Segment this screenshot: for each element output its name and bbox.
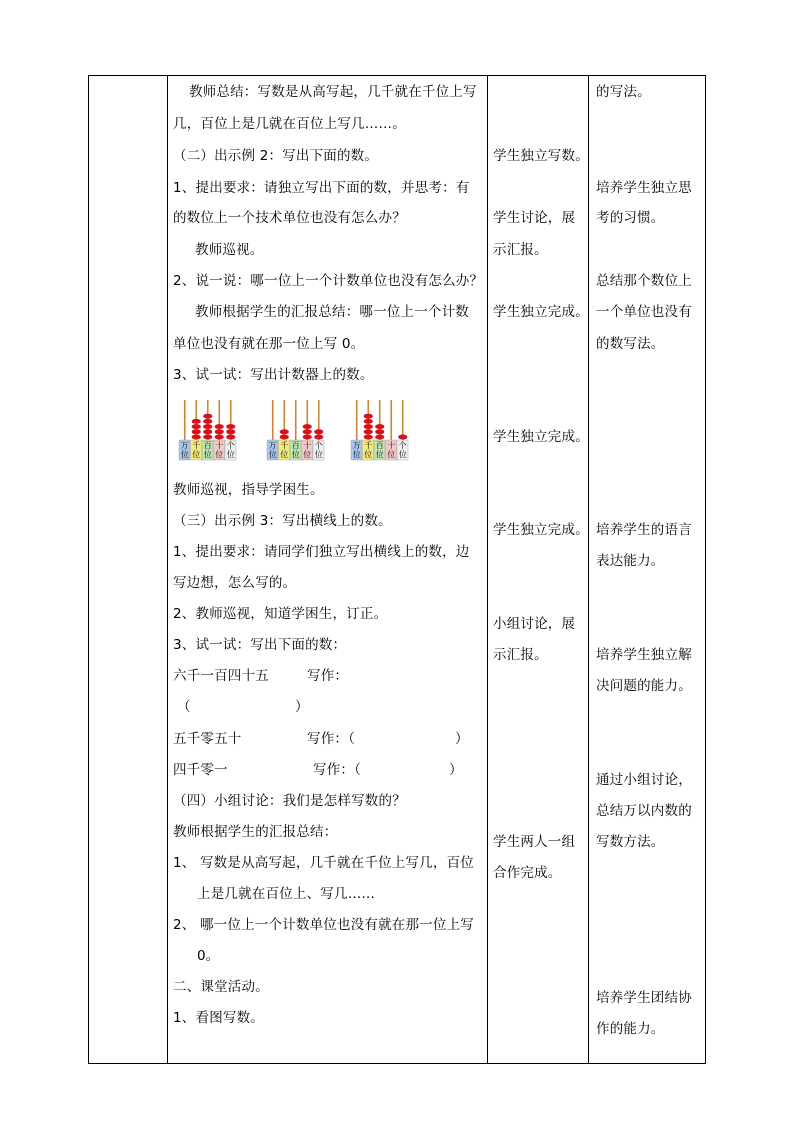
student-line: 学生独立写数。 [493, 148, 589, 164]
abacus-bead [215, 429, 224, 434]
student-line: 学生两人一组 [493, 834, 576, 850]
intent-line: 通过小组讨论， [596, 772, 692, 788]
abacus-1 [175, 394, 239, 464]
teacher-line: 教师巡视。 [195, 242, 264, 258]
place-label-bai: 百 [375, 441, 384, 450]
intent-line: 考的习惯。 [596, 210, 665, 226]
place-label-bai: 位 [291, 450, 300, 459]
student-line: 学生独立完成。 [493, 304, 589, 320]
intent-line: 培养学生独立解 [596, 647, 692, 663]
teacher-line: 教师总结：写数是从高写起，几千就在千位上写 [189, 84, 477, 100]
place-label-ge: 位 [226, 450, 235, 459]
place-label-wan: 位 [180, 450, 189, 459]
intent-line: 作的能力。 [596, 1021, 665, 1037]
teacher-line: 1、提出要求：请同学们独立写出横线上的数，边 [173, 544, 470, 560]
teacher-line: 2、教师巡视，知道学困生，订正。 [173, 606, 388, 622]
write-as-label: 写作： [307, 668, 349, 684]
teacher-line: （二）出示例 2：写出下面的数。 [173, 148, 379, 164]
abacus-bead [375, 435, 384, 440]
student-activity-column [487, 76, 588, 1063]
intent-line: 表达能力。 [596, 553, 665, 569]
abacus-bead [203, 435, 212, 440]
abacus-bead [303, 424, 312, 429]
write-as-label: 写作：（ [307, 731, 356, 747]
teacher-line: 1、提出要求：请独立写出下面的数，并思考：有 [173, 180, 470, 196]
place-label-bai: 百 [291, 441, 300, 450]
student-line: 示汇报。 [493, 647, 548, 663]
place-label-bai: 位 [203, 450, 212, 459]
intent-line: 一个单位也没有 [596, 304, 692, 320]
abacus-bead [203, 414, 212, 419]
student-line: 学生独立完成。 [493, 522, 589, 538]
abacus-bead [192, 419, 201, 424]
abacus-bead [314, 435, 323, 440]
abacus-bead [192, 424, 201, 429]
abacus-bead [226, 429, 235, 434]
abacus-bead [398, 435, 407, 440]
place-label-qian: 位 [364, 450, 373, 459]
place-label-shi: 位 [215, 450, 224, 459]
teacher-line: 上是几就在百位上、写几…… [197, 886, 376, 902]
abacus-bead [280, 429, 289, 434]
place-label-wan: 位 [352, 450, 361, 459]
intent-line: 的写法。 [596, 84, 651, 100]
intent-line: 总结那个数位上 [596, 273, 692, 289]
answer-bracket-close: ） [455, 731, 469, 747]
teacher-line: 1、看图写数。 [173, 1010, 264, 1026]
place-label-qian: 位 [192, 450, 201, 459]
teacher-line: 0。 [197, 948, 220, 964]
place-label-qian: 千 [364, 441, 373, 450]
abacus-bead [203, 429, 212, 434]
teacher-line: 单位也没有就在那一位上写 0。 [173, 336, 365, 352]
number-words: 五千零五十 [173, 731, 242, 747]
lesson-plan-table [88, 75, 706, 1064]
abacus-figure-2 [263, 394, 327, 464]
teacher-line: （四）小组讨论：我们是怎样写数的？ [173, 793, 406, 809]
place-label-ge: 个 [314, 441, 323, 450]
teacher-line: 2、 哪一位上一个计数单位也没有就在那一位上写 [173, 917, 474, 933]
place-label-shi: 位 [387, 450, 396, 459]
place-label-shi: 十 [303, 441, 312, 450]
teacher-line: 二、课堂活动。 [173, 979, 269, 995]
abacus-bead [364, 435, 373, 440]
abacus-bead [375, 424, 384, 429]
abacus-2 [263, 394, 327, 464]
place-label-ge: 个 [398, 441, 407, 450]
student-line: 学生讨论，展 [493, 210, 576, 226]
abacus-bead [364, 414, 373, 419]
place-label-shi: 位 [303, 450, 312, 459]
abacus-bead [192, 435, 201, 440]
abacus-figure-1 [175, 394, 239, 464]
place-label-bai: 位 [375, 450, 384, 459]
abacus-figure-3 [347, 394, 411, 464]
student-line: 学生独立完成。 [493, 429, 589, 445]
place-label-ge: 位 [398, 450, 407, 459]
abacus-bead [364, 419, 373, 424]
place-label-wan: 万 [268, 441, 277, 450]
place-label-qian: 位 [280, 450, 289, 459]
intent-line: 总结万以内数的 [596, 803, 692, 819]
place-label-ge: 个 [226, 441, 235, 450]
intent-line: 培养学生的语言 [596, 522, 692, 538]
place-label-bai: 百 [203, 441, 212, 450]
intent-line: 培养学生团结协 [596, 990, 692, 1006]
teacher-line: 的数位上一个技术单位也没有怎么办？ [173, 210, 406, 226]
teacher-activity-column [167, 76, 487, 1063]
place-label-wan: 万 [352, 441, 361, 450]
abacus-bead [192, 429, 201, 434]
answer-bracket-open: （ [177, 699, 191, 715]
abacus-bead [203, 424, 212, 429]
student-line: 小组讨论，展 [493, 616, 576, 632]
abacus-bead [215, 435, 224, 440]
teacher-line: 几，百位上是几就在百位上写几……。 [173, 116, 406, 132]
teacher-line: 2、说一说：哪一位上一个计数单位也没有怎么办？ [173, 273, 484, 289]
teacher-line: 1、 写数是从高写起，几千就在千位上写几，百位 [173, 855, 474, 871]
place-label-shi: 十 [387, 441, 396, 450]
answer-bracket-close: ） [449, 762, 463, 778]
abacus-bead [226, 424, 235, 429]
teacher-line: （三）出示例 3：写出横线上的数。 [173, 513, 392, 529]
place-label-ge: 位 [314, 450, 323, 459]
teacher-line: 写边想，怎么写的。 [173, 575, 297, 591]
teacher-line: 教师根据学生的汇报总结： [173, 824, 338, 840]
teacher-line: 教师根据学生的汇报总结：哪一位上一个计数 [195, 304, 469, 320]
abacus-bead [364, 429, 373, 434]
abacus-3 [347, 394, 411, 464]
place-label-wan: 万 [180, 441, 189, 450]
teacher-line: 教师巡视，指导学困生。 [173, 482, 324, 498]
number-words: 六千一百四十五 [173, 668, 269, 684]
intent-line: 培养学生独立思 [596, 180, 692, 196]
abacus-bead [215, 424, 224, 429]
teacher-line: 3、试一试：写出计数器上的数。 [173, 367, 374, 383]
abacus-bead [375, 429, 384, 434]
empty-left-column [89, 76, 167, 1063]
place-label-wan: 位 [268, 450, 277, 459]
abacus-bead [303, 435, 312, 440]
teacher-line: 3、试一试：写出下面的数： [173, 637, 347, 653]
abacus-bead [280, 435, 289, 440]
abacus-bead [314, 429, 323, 434]
abacus-bead [364, 424, 373, 429]
intent-line: 的数写法。 [596, 336, 665, 352]
answer-bracket-close: ） [295, 699, 309, 715]
place-label-shi: 十 [215, 441, 224, 450]
place-label-qian: 千 [192, 441, 201, 450]
abacus-bead [303, 429, 312, 434]
intent-line: 决问题的能力。 [596, 678, 692, 694]
student-line: 示汇报。 [493, 242, 548, 258]
place-label-qian: 千 [280, 441, 289, 450]
intent-line: 写数方法。 [596, 834, 665, 850]
design-intent-column [588, 76, 705, 1063]
number-words: 四千零一 [173, 762, 228, 778]
abacus-bead [203, 419, 212, 424]
abacus-bead [226, 435, 235, 440]
write-as-label: 写作：（ [313, 762, 362, 778]
student-line: 合作完成。 [493, 865, 562, 881]
